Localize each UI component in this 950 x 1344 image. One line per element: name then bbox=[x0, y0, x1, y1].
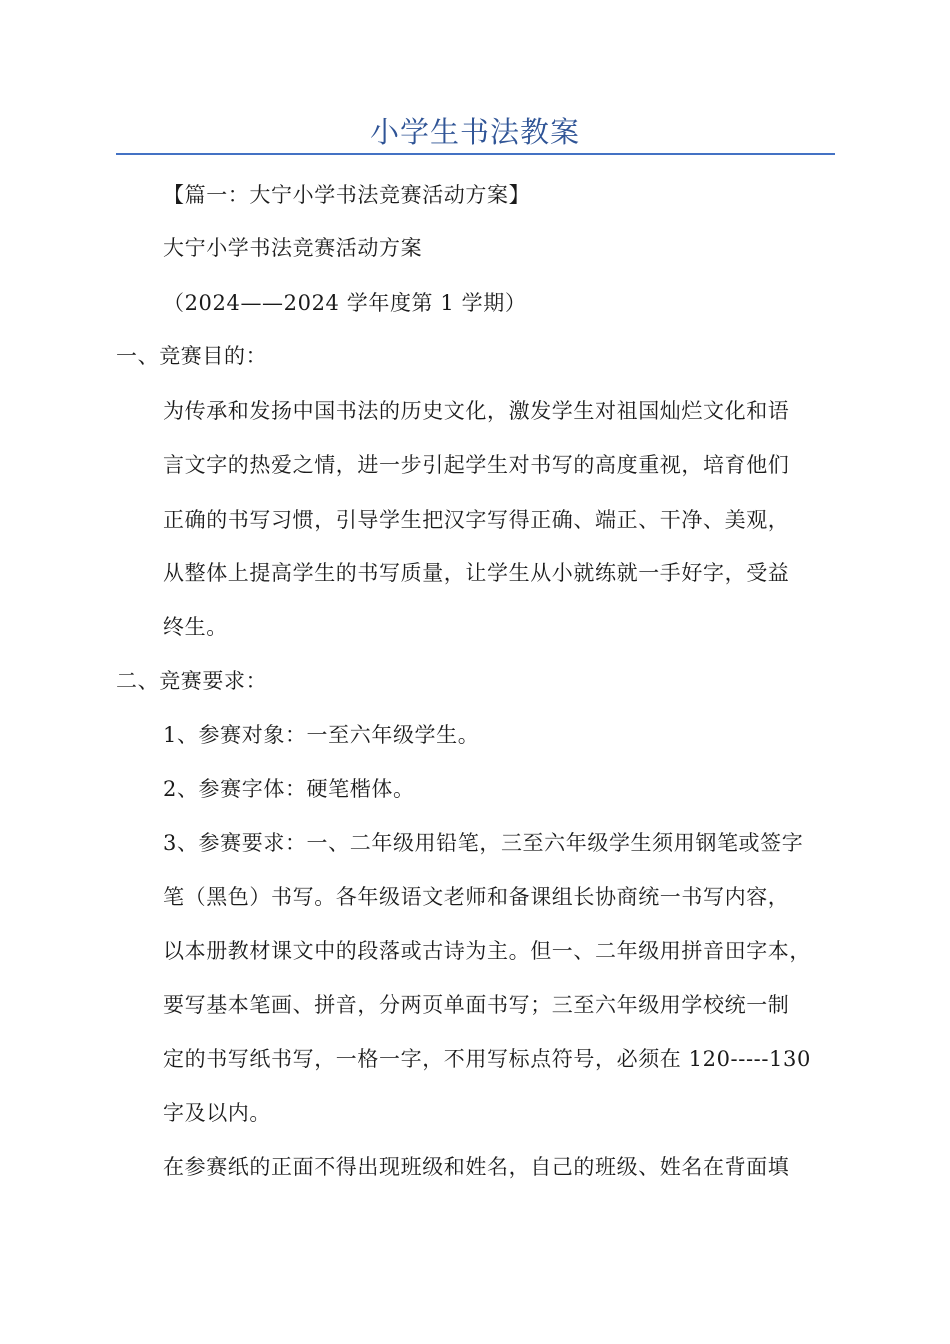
section-heading: 【篇一：大宁小学书法竞赛活动方案】 bbox=[163, 183, 531, 207]
requirement-3-line: 要写基本笔画、拼音，分两页单面书写；三至六年级用学校统一制 bbox=[163, 993, 790, 1017]
goal-heading: 一、竞赛目的： bbox=[116, 344, 268, 368]
paragraph-line: 在参赛纸的正面不得出现班级和姓名，自己的班级、姓名在背面填 bbox=[163, 1155, 790, 1179]
title-underline bbox=[116, 153, 835, 155]
goal-paragraph-line: 终生。 bbox=[163, 615, 228, 639]
goal-paragraph-line: 言文字的热爱之情，进一步引起学生对书写的高度重视，培育他们 bbox=[163, 453, 790, 477]
goal-paragraph-line: 为传承和发扬中国书法的历史文化，激发学生对祖国灿烂文化和语 bbox=[163, 399, 790, 423]
requirement-item: 1、参赛对象：一至六年级学生。 bbox=[163, 723, 480, 747]
goal-paragraph-line: 从整体上提高学生的书写质量，让学生从小就练就一手好字，受益 bbox=[163, 561, 790, 585]
page-title: 小学生书法教案 bbox=[369, 115, 580, 149]
term-line: （2024——2024 学年度第 1 学期） bbox=[163, 291, 527, 315]
requirement-3-line: 3、参赛要求：一、二年级用铅笔，三至六年级学生须用钢笔或签字 bbox=[163, 831, 804, 855]
requirement-3-line: 笔（黑色）书写。各年级语文老师和备课组长协商统一书写内容， bbox=[163, 885, 790, 909]
requirement-3-line: 字及以内。 bbox=[163, 1101, 271, 1125]
requirement-3-line: 定的书写纸书写，一格一字，不用写标点符号，必须在 120-----130 bbox=[163, 1047, 811, 1071]
plan-subtitle: 大宁小学书法竞赛活动方案 bbox=[163, 236, 423, 260]
requirement-item: 2、参赛字体：硬笔楷体。 bbox=[163, 777, 415, 801]
requirements-heading: 二、竞赛要求： bbox=[116, 669, 268, 693]
requirement-3-line: 以本册教材课文中的段落或古诗为主。但一、二年级用拼音田字本， bbox=[163, 939, 811, 963]
goal-paragraph-line: 正确的书写习惯，引导学生把汉字写得正确、端正、干净、美观， bbox=[163, 508, 790, 532]
